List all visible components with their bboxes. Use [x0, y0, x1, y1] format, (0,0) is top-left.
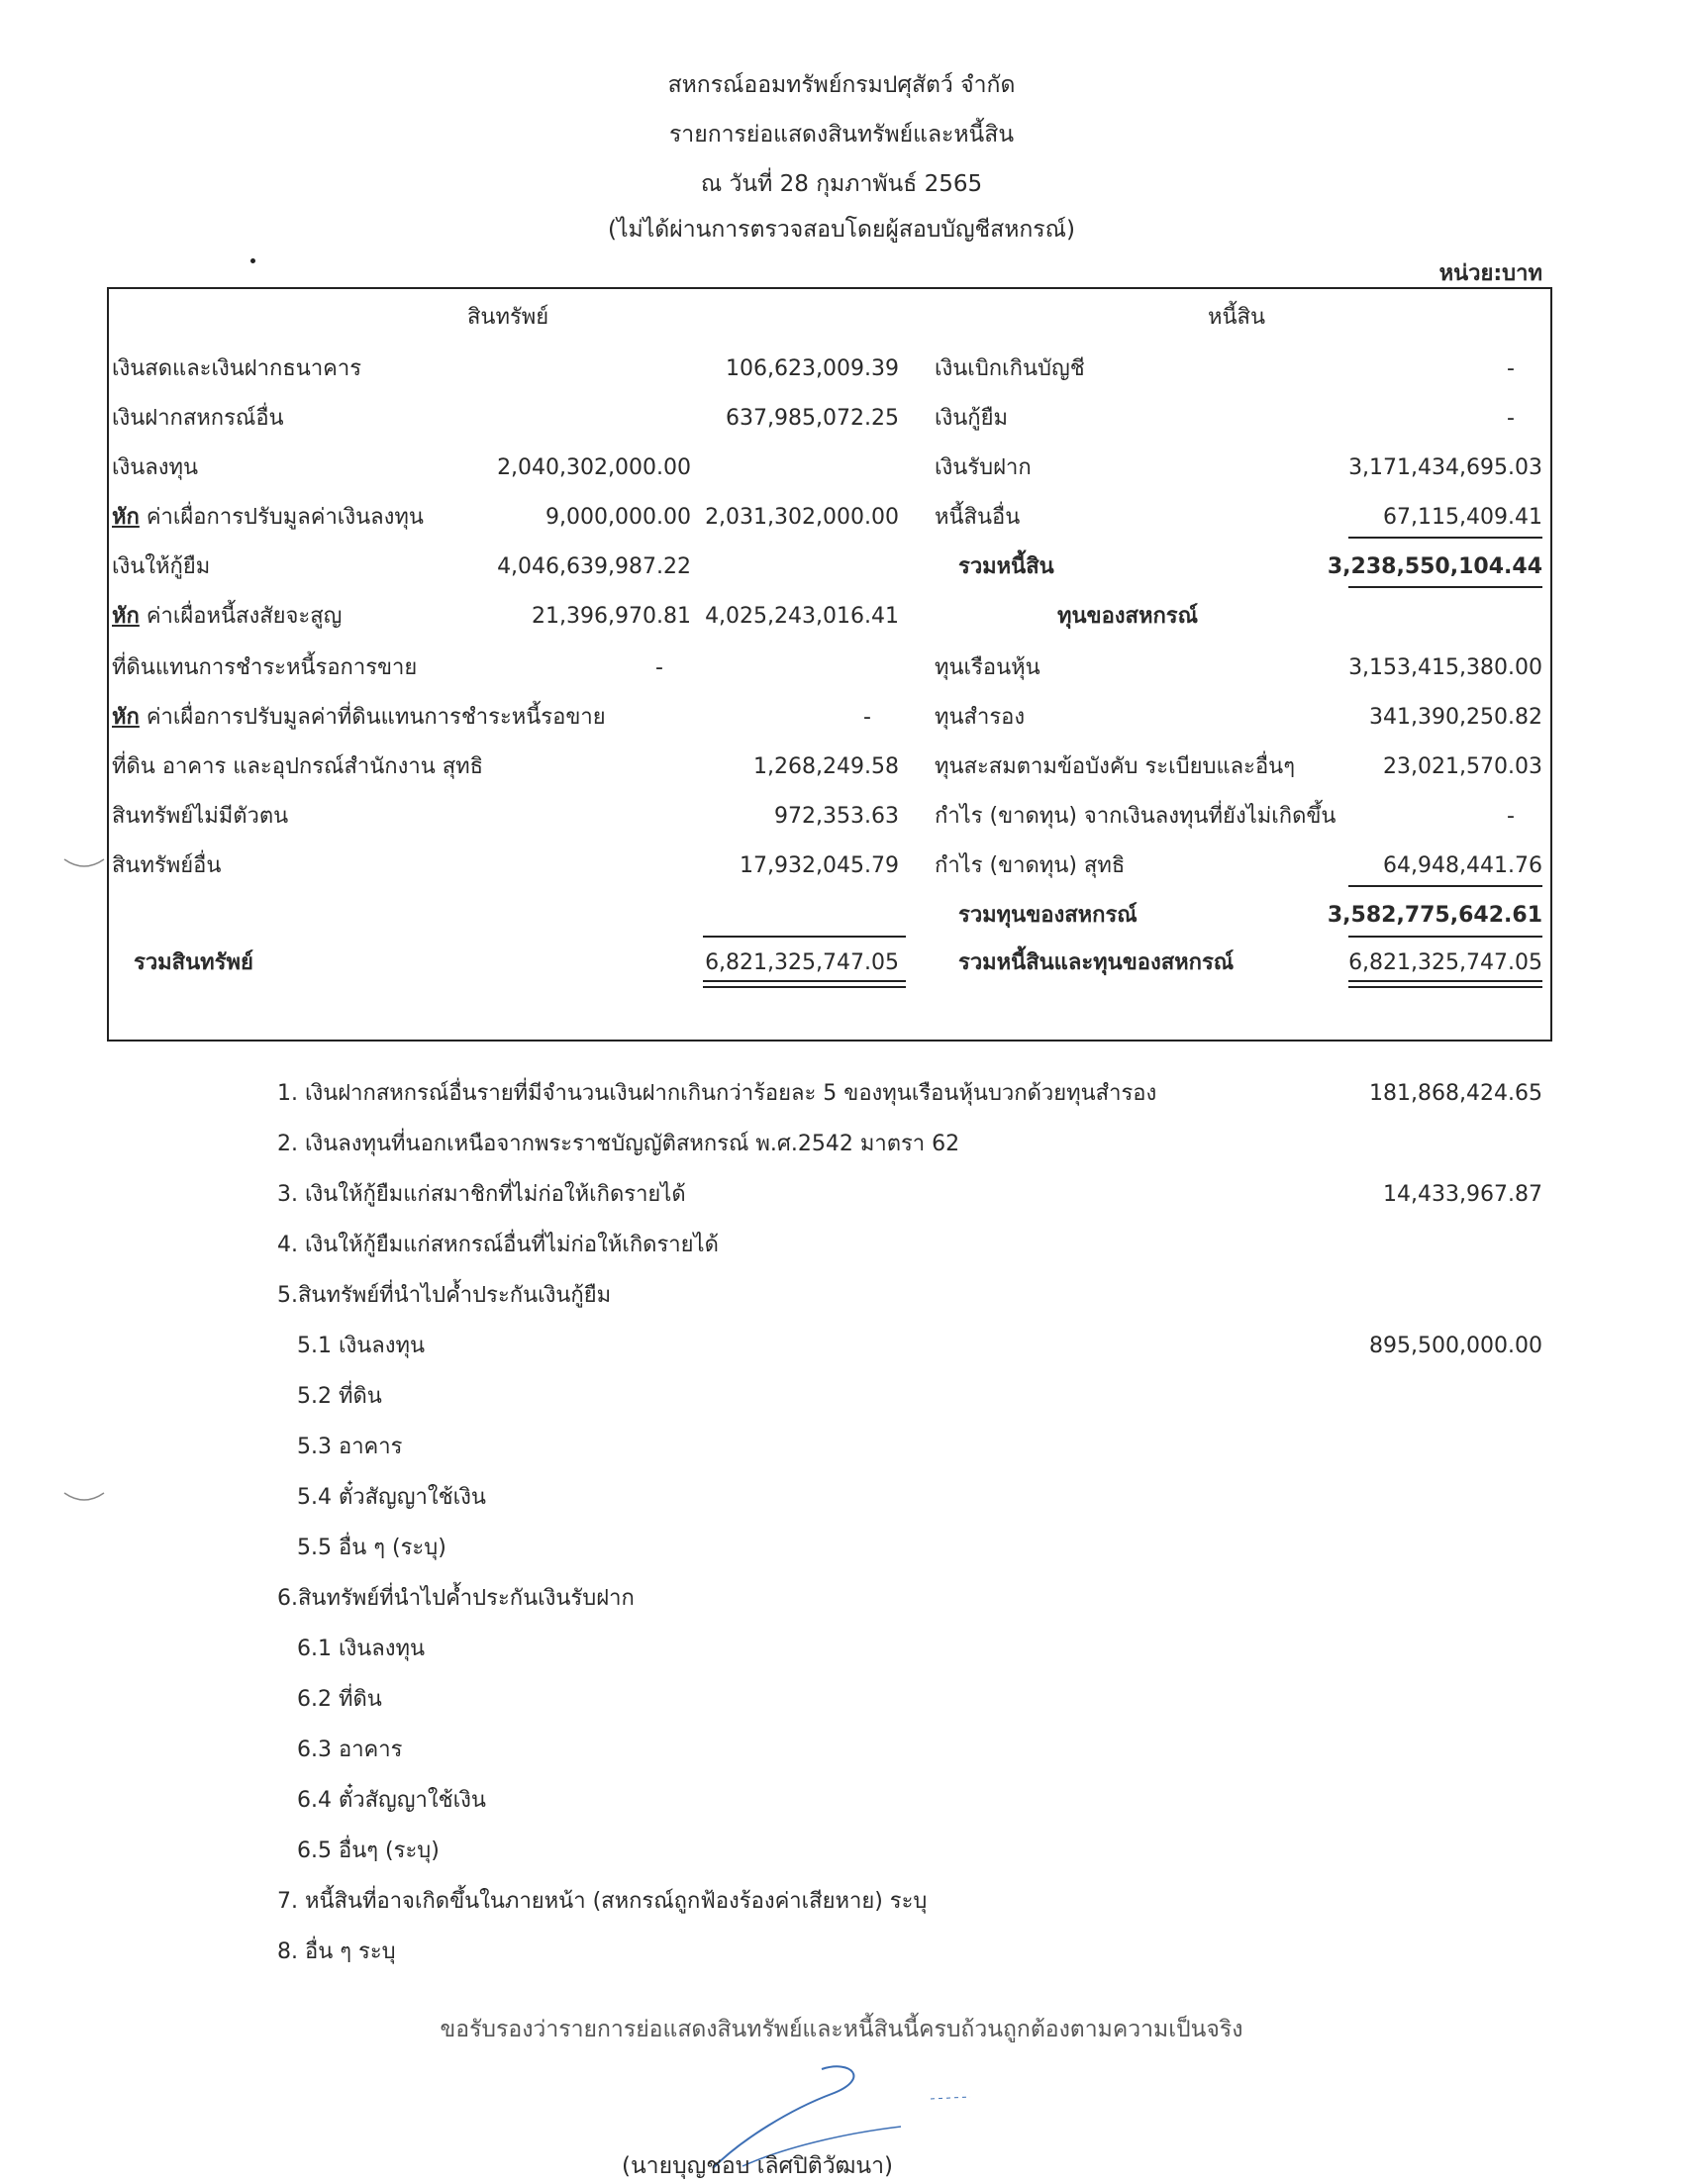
note-item: 6.5 อื่นๆ (ระบุ): [297, 1838, 440, 1863]
note-item: 5.4 ตั๋วสัญญาใช้เงิน: [297, 1485, 486, 1510]
liabilities-heading: หนี้สิน: [1208, 305, 1266, 330]
equity-label: ทุนเรือนหุ้น: [935, 655, 1040, 680]
liability-label: เงินรับฝาก: [935, 455, 1032, 480]
equity-label: ทุนสำรอง: [935, 705, 1026, 730]
asset-amount: 17,932,045.79: [740, 853, 899, 878]
equity-amount: 64,948,441.76: [1383, 853, 1542, 878]
liability-amount: 67,115,409.41: [1383, 505, 1542, 530]
note-item: 6.1 เงินลงทุน: [297, 1637, 426, 1661]
grand-total-amount: 6,821,325,747.05: [1348, 950, 1542, 975]
note-item: 5.5 อื่น ๆ (ระบุ): [297, 1536, 446, 1560]
asset-label: [112, 507, 424, 529]
asset-subamount: -: [655, 655, 663, 680]
liabilities-total-underline: [1348, 586, 1542, 588]
equity-amount: 23,021,570.03: [1383, 754, 1542, 779]
equity-amount: -: [1507, 804, 1515, 829]
asset-label: เงินฝากสหกรณ์อื่น: [112, 406, 284, 431]
asset-subamount: 9,000,000.00: [545, 505, 691, 530]
asset-subamount: 2,040,302,000.00: [497, 455, 691, 480]
asset-amount: -: [863, 705, 871, 730]
equity-label: ทุนสะสมตามข้อบังคับ ระเบียบและอื่นๆ: [935, 754, 1296, 779]
grand-total-double-underline: [1348, 980, 1542, 988]
liabilities-total-label: รวมหนี้สิน: [958, 554, 1054, 579]
report-date: ณ วันที่ 28 กุมภาพันธ์ 2565: [700, 171, 983, 197]
asset-label: เงินสดและเงินฝากธนาคาร: [112, 356, 362, 381]
less-prefix: หัก: [112, 705, 140, 730]
less-prefix: หัก: [112, 505, 140, 530]
asset-label: ที่ดินแทนการชำระหนี้รอการขาย: [112, 655, 418, 680]
asset-label: สินทรัพย์อื่น: [112, 853, 222, 878]
asset-amount: 106,623,009.39: [726, 356, 899, 381]
asset-label: ที่ดิน อาคาร และอุปกรณ์สำนักงาน สุทธิ: [112, 754, 484, 779]
punch-hole-mark: [59, 1485, 109, 1515]
punch-hole-mark: [59, 851, 109, 881]
asset-amount: 972,353.63: [774, 804, 899, 829]
asset-amount: 4,025,243,016.41: [705, 604, 899, 629]
asset-label-text: ค่าเผื่อการปรับมูลค่าเงินลงทุน: [139, 505, 424, 530]
note-item: 2. เงินลงทุนที่นอกเหนือจากพระราชบัญญัติสหกรณ์ พ.ศ.2542 มาตรา 62: [277, 1132, 960, 1156]
note-item: 5.3 อาคาร: [297, 1435, 403, 1459]
equity-heading: ทุนของสหกรณ์: [1057, 604, 1199, 629]
asset-label-text: ค่าเผื่อหนี้สงสัยจะสูญ: [139, 604, 343, 629]
audit-note: (ไม่ได้ผ่านการตรวจสอบโดยผู้สอบบัญชีสหกรณ์): [608, 217, 1075, 243]
liability-label: เงินกู้ยืม: [935, 406, 1009, 431]
note-item: 3. เงินให้กู้ยืมแก่สมาชิกที่ไม่ก่อให้เกิดรายได้: [277, 1182, 686, 1207]
note-amount: 181,868,424.65: [1369, 1081, 1542, 1106]
note-item: 7. หนี้สินที่อาจเกิดขึ้นในภายหน้า (สหกรณ์ถูกฟ้องร้องค่าเสียหาย) ระบุ: [277, 1889, 928, 1914]
note-item: 5.1 เงินลงทุน: [297, 1334, 426, 1358]
less-prefix: หัก: [112, 604, 140, 629]
asset-amount: 1,268,249.58: [753, 754, 899, 779]
grand-total-label: รวมหนี้สินและทุนของสหกรณ์: [958, 950, 1235, 975]
note-item: 5.2 ที่ดิน: [297, 1384, 382, 1409]
liability-amount: -: [1507, 356, 1515, 381]
unit-label: หน่วย:บาท: [1438, 261, 1542, 286]
certification-text: ขอรับรองว่ารายการย่อแสดงสินทรัพย์และหนี้สินนี้ครบถ้วนถูกต้องตามความเป็นจริง: [440, 2017, 1243, 2042]
liabilities-subtotal-line: [1348, 537, 1542, 539]
equity-total-amount: 3,582,775,642.61: [1327, 903, 1542, 928]
note-item: 4. เงินให้กู้ยืมแก่สหกรณ์อื่นที่ไม่ก่อให้เกิดรายได้: [277, 1233, 719, 1257]
note-item: 6.2 ที่ดิน: [297, 1687, 382, 1712]
asset-subamount: 21,396,970.81: [532, 604, 691, 629]
asset-label-text: ค่าเผื่อการปรับมูลค่าที่ดินแทนการชำระหนี้รอขาย: [139, 705, 606, 730]
equity-label: กำไร (ขาดทุน) จากเงินลงทุนที่ยังไม่เกิดขึ้น: [935, 804, 1336, 829]
equity-amount: 3,153,415,380.00: [1348, 655, 1542, 680]
assets-subtotal-line: [703, 936, 906, 938]
note-item: 6.สินทรัพย์ที่นำไปค้ำประกันเงินรับฝาก: [277, 1586, 635, 1611]
note-item: 6.3 อาคาร: [297, 1737, 403, 1762]
asset-amount: 637,985,072.25: [726, 406, 899, 431]
assets-total-label: รวมสินทรัพย์: [134, 950, 253, 975]
equity-label: กำไร (ขาดทุน) สุทธิ: [935, 853, 1126, 878]
note-item: 6.4 ตั๋วสัญญาใช้เงิน: [297, 1788, 486, 1813]
liability-amount: 3,171,434,695.03: [1348, 455, 1542, 480]
note-amount: 895,500,000.00: [1369, 1334, 1542, 1358]
note-item: 8. อื่น ๆ ระบุ: [277, 1939, 396, 1964]
asset-label: เงินให้กู้ยืม: [112, 554, 211, 579]
organization-name: สหกรณ์ออมทรัพย์กรมปศุสัตว์ จำกัด: [667, 72, 1016, 98]
equity-total-label: รวมทุนของสหกรณ์: [958, 903, 1138, 928]
note-item: 5.สินทรัพย์ที่นำไปค้ำประกันเงินกู้ยืม: [277, 1283, 612, 1308]
liability-label: เงินเบิกเกินบัญชี: [935, 356, 1085, 381]
asset-amount: 2,031,302,000.00: [705, 505, 899, 530]
liabilities-total-amount: 3,238,550,104.44: [1327, 554, 1542, 579]
equity-amount: 341,390,250.82: [1369, 705, 1542, 730]
asset-label: เงินลงทุน: [112, 455, 199, 480]
document-title: รายการย่อแสดงสินทรัพย์และหนี้สิน: [668, 122, 1015, 148]
note-item: 1. เงินฝากสหกรณ์อื่นรายที่มีจำนวนเงินฝากเกินกว่าร้อยละ 5 ของทุนเรือนหุ้นบวกด้วยทุนสำรอง: [277, 1081, 1157, 1106]
asset-subamount: 4,046,639,987.22: [497, 554, 691, 579]
asset-label: [112, 707, 606, 729]
stray-dot: [250, 258, 255, 263]
liability-label: หนี้สินอื่น: [935, 505, 1021, 530]
asset-label: [112, 606, 342, 628]
signer-name: (นายบุญชอบ เลิศปิติวัฒนา): [621, 2153, 893, 2179]
assets-heading: สินทรัพย์: [467, 305, 549, 330]
equity-subtotal-line: [1348, 885, 1542, 887]
assets-total-amount: 6,821,325,747.05: [705, 950, 899, 975]
liability-amount: -: [1507, 406, 1515, 431]
assets-total-double-underline: [703, 980, 906, 988]
asset-label: สินทรัพย์ไม่มีตัวตน: [112, 804, 289, 829]
equity-total-underline: [1348, 936, 1542, 938]
note-amount: 14,433,967.87: [1383, 1182, 1542, 1207]
